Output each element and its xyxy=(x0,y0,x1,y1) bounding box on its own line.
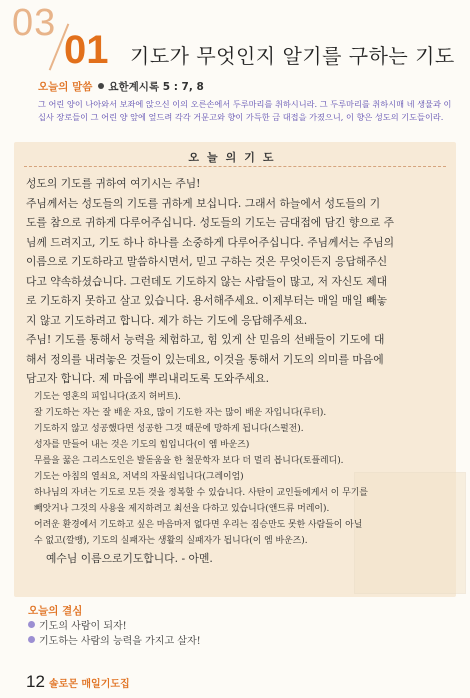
resolution-text: 기도의 사람이 되자! xyxy=(39,621,127,632)
resolution-text: 기도하는 사람의 능력을 가지고 살자! xyxy=(39,636,201,647)
prayer-quote: 수 없고(깔뱅), 기도의 실패자는 생활의 실패자가 됩니다(이 엠 바운즈). xyxy=(34,535,308,546)
prayer-line: 지 않고 기도하려고 합니다. 제가 하는 기도에 응답해주세요. xyxy=(26,313,308,327)
dashed-divider xyxy=(24,166,446,167)
prayer-quote: 하나님의 자녀는 기도로 모든 것을 정복할 수 있습니다. 사탄이 교인들에게서 이 무기를 xyxy=(34,487,368,498)
bullet-icon xyxy=(98,83,104,89)
section-number: 03 xyxy=(12,2,57,44)
prayer-line: 로 기도하지 못하고 살고 있습니다. 용서해주세요. 이제부터는 매일 매일 빼놓 xyxy=(26,294,388,307)
prayer-line: 주님! 기도를 통해서 능력을 체험하고, 힘 있게 산 믿음의 선배들이 기도에 대 xyxy=(26,333,385,346)
bullet-icon xyxy=(28,621,35,628)
book-title: 솔로몬 매일기도집 xyxy=(48,679,130,690)
scripture-line: 십사 장로들이 그 어린 양 앞에 엎드려 각각 거문고와 향이 가득한 금 대접을 가졌으니, 이 향은 성도의 기도들이라. xyxy=(38,112,444,122)
prayer-line: 성도의 기도를 귀하여 여기시는 주님! xyxy=(26,177,201,190)
prayer-quote: 기도는 아침의 열쇠요, 저녁의 자물쇠입니다(그레이엄) xyxy=(34,471,244,482)
item-number: 01 xyxy=(64,28,109,72)
prayer-quote: 빼앗거나 그것의 사용을 제지하려고 최선을 다하고 있습니다(앤드류 머레이). xyxy=(34,503,330,514)
word-label: 오늘의 말씀 xyxy=(38,81,93,93)
prayer-line: 도를 참으로 귀하게 다루어주십니다. 성도들의 기도는 금대접에 담긴 향으로 주 xyxy=(26,216,395,229)
prayer-closing: 예수님 이름으로기도합니다. - 아멘. xyxy=(46,551,213,565)
scripture-reference: 요한계시록 5 : 7, 8 xyxy=(108,81,204,93)
prayer-line: 다고 약속하셨습니다. 그런데도 기도하지 않는 사람들이 많고, 저 자신도 제대 xyxy=(26,274,388,288)
prayer-quote: 성자를 만들어 내는 것은 기도의 힘입니다(이 엠 바운즈) xyxy=(34,439,250,450)
resolution-label: 오늘의 결심 xyxy=(28,605,83,617)
prayer-quote: 기도는 영혼의 피입니다(죠지 허버트). xyxy=(34,391,181,402)
prayer-quote: 기도하지 않고 성공했다면 성공한 그것 때문에 망하게 됩니다(스펄전). xyxy=(34,423,304,434)
page-title: 기도가 무엇인지 알기를 구하는 기도 xyxy=(130,44,455,68)
prayer-body xyxy=(26,174,446,568)
word-header xyxy=(38,80,458,94)
prayer-title: 오늘의기도 xyxy=(188,151,282,164)
prayer-panel xyxy=(14,142,456,597)
prayer-line: 담고자 합니다. 제 마음에 뿌리내리도록 도와주세요. xyxy=(26,372,270,385)
prayer-quote: 무릎을 꿇은 그리스도인은 발돋움을 한 철문학자 보다 더 멀리 봅니다(토플레디). xyxy=(34,455,344,466)
prayer-line: 님께 드려지고, 기도 하나 하나를 소중하게 다루어주십니다. 주님께서는 주님의 xyxy=(26,235,395,249)
resolution-item xyxy=(28,634,448,649)
page-number: 12 xyxy=(26,672,45,691)
bullet-icon xyxy=(28,636,35,643)
prayer-line: 주님께서는 성도들의 기도를 귀하게 보십니다. 그래서 하늘에서 성도들의 기 xyxy=(26,196,381,210)
prayer-quote: 잘 기도하는 자는 잘 배운 자요, 많이 기도한 자는 많이 배운 자입니다(루터). xyxy=(34,407,327,418)
page-footer xyxy=(26,672,130,692)
prayer-line: 해서 정의를 내려놓은 것들이 있는데요, 이것을 통해서 기도의 의미를 마음에 xyxy=(26,352,384,366)
resolution-section xyxy=(28,604,448,649)
scripture-line: 그 어린 양이 나아와서 보좌에 앉으신 이의 오른손에서 두루마리를 취하시니라. 그 두루마리를 취하시매 네 생물과 이 xyxy=(38,99,452,109)
prayer-quote: 어려운 환경에서 기도하고 싶은 마음마저 없다면 우리는 짐승만도 못한 사람들이 아닐 xyxy=(34,519,363,530)
resolution-item xyxy=(28,619,448,634)
word-of-day xyxy=(38,80,458,124)
prayer-line: 이름으로 기도하라고 말씀하시면서, 믿고 구하는 것은 무엇이든지 응답해주신 xyxy=(26,255,388,268)
page-header xyxy=(0,0,470,80)
scripture-text xyxy=(38,98,458,124)
